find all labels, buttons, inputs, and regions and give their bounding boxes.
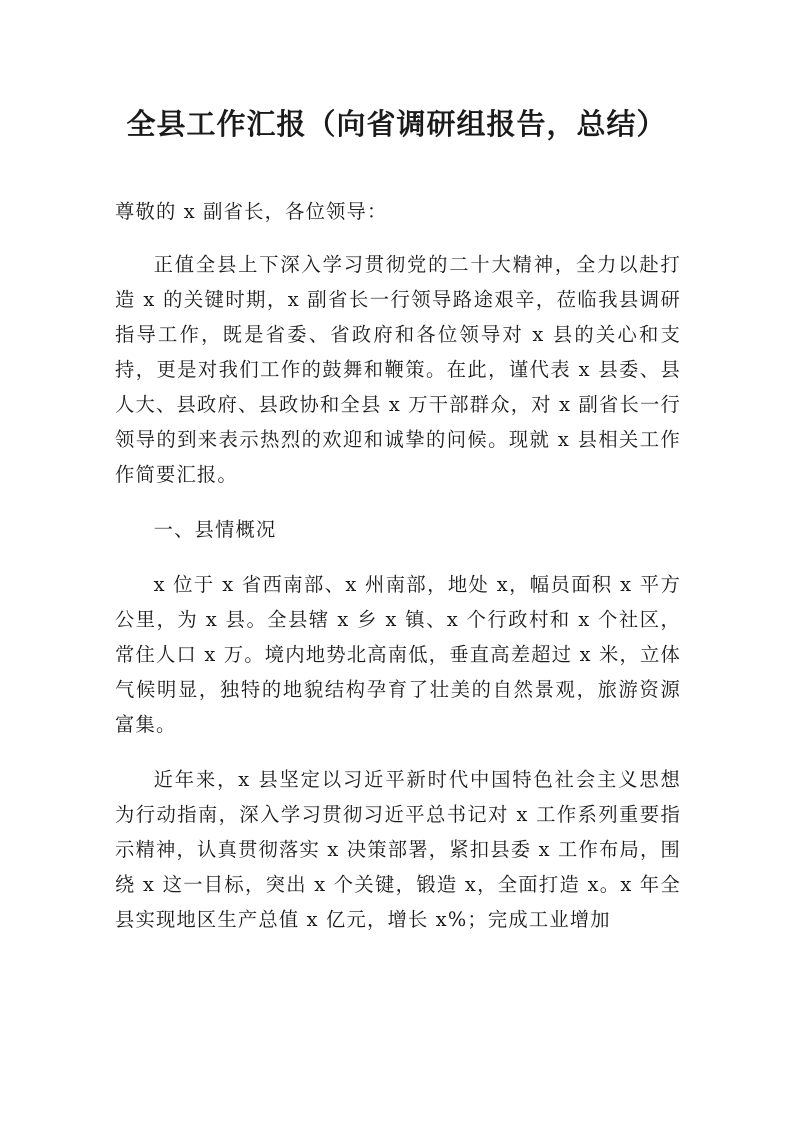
document-title: 全县工作汇报（向省调研组报告，总结） (126, 107, 667, 141)
salutation: 尊敬的 x 副省长，各位领导： (115, 200, 388, 223)
paragraph-recent-years: 近年来，x 县坚定以习近平新时代中国特色社会主义思想为行动指南，深入学习贯彻习近平总书记对 x 工作系列重要指示精神，认真贯彻落实 x 决策部署，紧扣县委 x 工作布局，围绕 x 这一目标，突出 x 个关键，锻造 x，全面打造 x。x 年全县实现地区生产总值 x 亿元，增长 x%；完成工业增加 (115, 768, 681, 931)
document-body (115, 194, 681, 957)
paragraph-intro: 正值全县上下深入学习贯彻党的二十大精神，全力以赴打造 x 的关键时期，x 副省长一行领导路途艰辛，莅临我县调研指导工作，既是省委、省政府和各位领导对 x 县的关心和支持，更是对我们工作的鼓舞和鞭策。在此，谨代表 x 县委、县人大、县政府、县政协和全县 x 万干部群众，对 x 副省长一行领导的到来表示热烈的欢迎和诚挚的问候。现就 x 县相关工作作简要汇报。 (115, 253, 681, 486)
section-heading-county-overview: 一、县情概况 (153, 518, 277, 541)
paragraph-county-overview: x 位于 x 省西南部、x 州南部，地处 x，幅员面积 x 平方公里，为 x 县。全县辖 x 乡 x 镇、x 个行政村和 x 个社区，常住人口 x 万。境内地势北高南低，垂直高差超过 x 米，立体气候明显，独特的地貌结构孕育了壮美的自然景观，旅游资源富集。 (115, 573, 681, 736)
